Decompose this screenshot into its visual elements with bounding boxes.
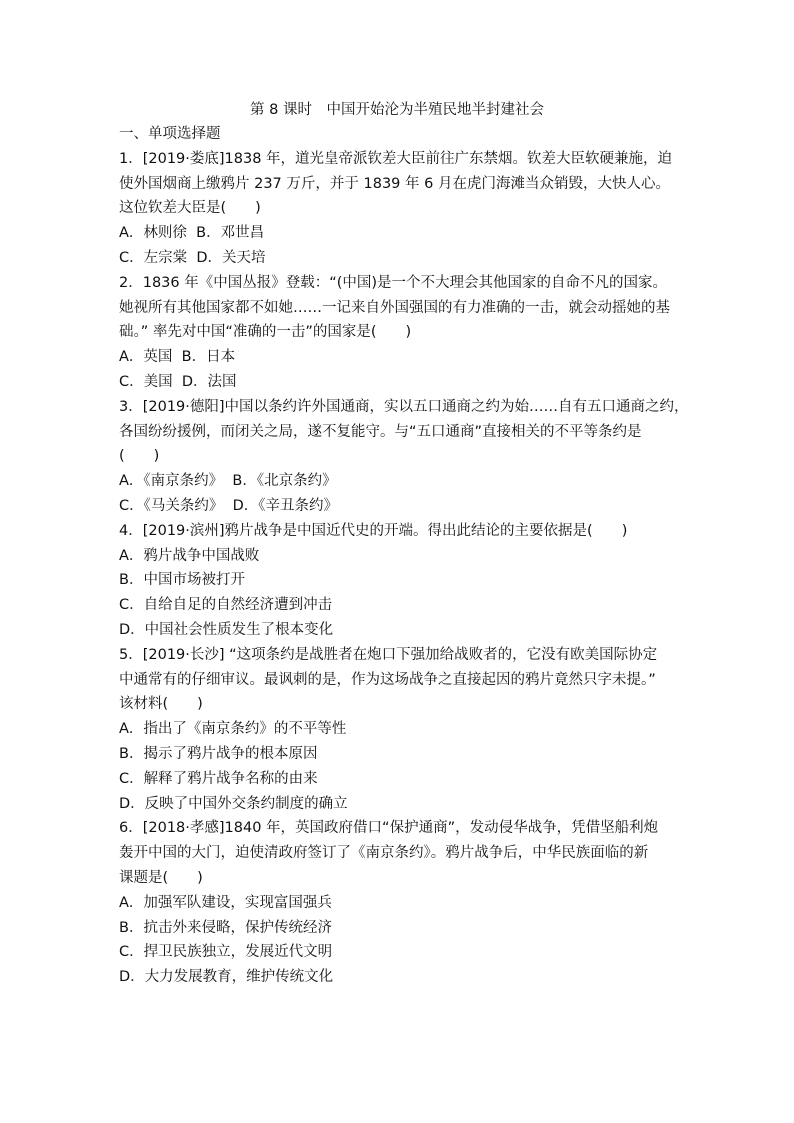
answer-option-b: B．中国市场被打开 — [119, 572, 245, 589]
answer-option-b: B．揭示了鸦片战争的根本原因 — [119, 745, 318, 762]
answer-option-d: D．大力发展教育，维护传统文化 — [119, 969, 334, 986]
question-5 — [119, 643, 699, 817]
question-line: 6．[2018·孝感]1840 年，英国政府借口“保护通商”，发动侵华战争，凭借坚船利炮 — [119, 820, 659, 837]
question-line: 轰开中国的大门，迫使清政府签订了《南京条约》。鸦片战争后，中华民族面临的新 — [119, 845, 649, 862]
question-6 — [119, 816, 699, 990]
question-line: 2．1836 年《中国丛报》登载：“(中国)是一个不大理会其他国家的自命不凡的国家。 — [119, 274, 668, 291]
answer-option-line: C．美国 D．法国 — [119, 373, 237, 390]
question-line: 该材料( ) — [119, 696, 203, 713]
question-line: ( ) — [119, 448, 160, 465]
answer-option-d: D．中国社会性质发生了根本变化 — [119, 621, 334, 638]
answer-option-c: C．捍卫民族独立，发展近代文明 — [119, 944, 333, 961]
question-line: 课题是( ) — [119, 869, 203, 886]
question-line: 这位钦差大臣是( ) — [119, 200, 261, 217]
question-line: 5．[2019·长沙] “这项条约是战胜者在炮口下强加给战败者的，它没有欧美国际协定 — [119, 646, 658, 663]
answer-option-d: D．反映了中国外交条约制度的确立 — [119, 795, 348, 812]
question-2 — [119, 271, 699, 395]
question-line: 使外国烟商上缴鸦片 237 万斤，并于 1839 年 6 月在虎门海滩当众销毁，大快人心。 — [119, 175, 670, 192]
question-4 — [119, 519, 699, 643]
answer-option-line: C．《马关条约》 D．《辛丑条约》 — [119, 497, 339, 514]
answer-option-line: A．英国 B．日本 — [119, 349, 236, 366]
page-title: 第 8 课时 中国开始沦为半殖民地半封建社会 — [250, 102, 544, 118]
question-line: 她视所有其他国家都不如她……一记来自外国强国的有力准确的一击，就会动摇她的基 — [119, 299, 670, 316]
question-line: 础。” 率先对中国“准确的一击”的国家是( ) — [119, 324, 412, 341]
question-3 — [119, 395, 699, 519]
section-heading: 一、单项选择题 — [119, 126, 221, 142]
answer-option-line: A．林则徐 B．邓世昌 — [119, 225, 265, 242]
answer-option-c: C．解释了鸦片战争名称的由来 — [119, 770, 318, 787]
answer-option-a: A．加强军队建设，实现富国强兵 — [119, 894, 332, 911]
answer-option-a: A．鸦片战争中国战败 — [119, 547, 260, 564]
answer-option-line: A．《南京条约》 B．《北京条约》 — [119, 473, 337, 490]
answer-option-a: A．指出了《南京条约》的不平等性 — [119, 721, 347, 738]
question-line: 中通常有的仔细审议。最讽刺的是，作为这场战争之直接起因的鸦片竟然只字未提。” — [119, 671, 656, 688]
question-line: 1．[2019·娄底]1838 年，道光皇帝派钦差大臣前往广东禁烟。钦差大臣软硬兼施，迫 — [119, 150, 673, 167]
document-body — [119, 122, 699, 990]
question-1 — [119, 147, 699, 271]
question-line: 4．[2019·滨州]鸦片战争是中国近代史的开端。得出此结论的主要依据是( ) — [119, 522, 628, 539]
answer-option-line: C．左宗棠 D．关天培 — [119, 249, 266, 266]
answer-option-c: C．自给自足的自然经济遭到冲击 — [119, 597, 333, 614]
answer-option-b: B．抗击外来侵略，保护传统经济 — [119, 919, 332, 936]
question-line: 各国纷纷援例，而闭关之局，遂不复能守。与“五口通商”直接相关的不平等条约是 — [119, 423, 642, 440]
question-line: 3．[2019·德阳]中国以条约许外国通商，实以五口通商之约为始……自有五口通商之约， — [119, 398, 689, 415]
